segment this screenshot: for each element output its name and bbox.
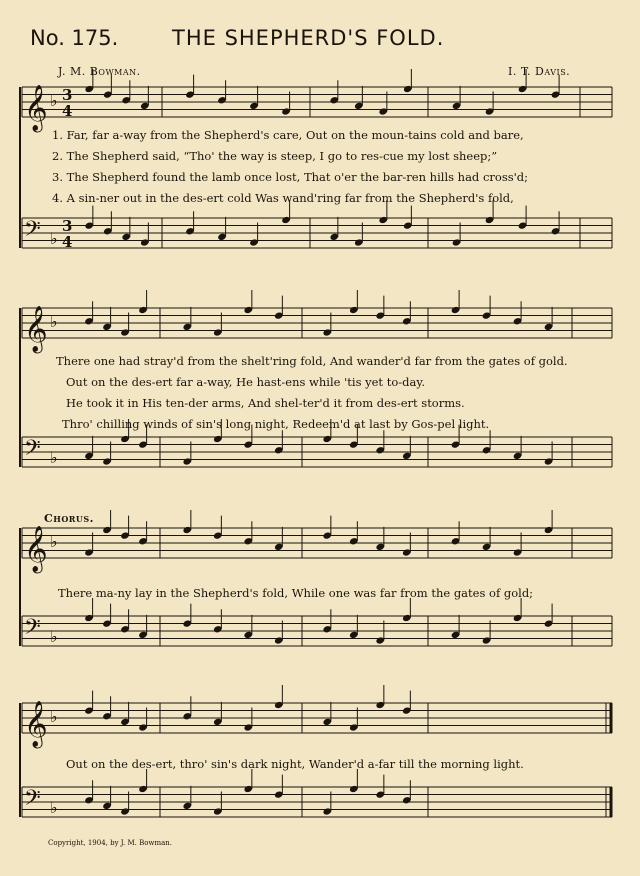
treble-clef: 𝄞 (24, 306, 48, 352)
bass-clef: 𝄢 (24, 436, 41, 466)
time-signature-numerator: 3 (62, 217, 73, 235)
time-signature-denominator: 4 (62, 102, 73, 120)
verse-4-line-2: Thro' chilling winds of sin's long night, Redeem'd at last by Gos-pel light. (62, 417, 490, 431)
verse-2-line-1: 2. The Shepherd said, “Tho' the way is steep, I go to res-cue my lost sheep;” (52, 149, 498, 163)
bass-clef: 𝄢 (24, 786, 41, 816)
verse-1-line-2: There one had stray'd from the shelt'ring fold, And wander'd far from the gates of gold. (56, 354, 568, 368)
hymn-number: No. 175. (30, 26, 119, 50)
bass-clef: 𝄢 (24, 615, 41, 645)
chorus-label: Chorus. (44, 512, 95, 525)
key-signature-flat: ♭ (50, 798, 58, 817)
key-signature-flat: ♭ (50, 448, 58, 467)
verse-4-line-1: 4. A sin-ner out in the des-ert cold Was wand'ring far from the Shepherd's fold, (52, 191, 514, 205)
chorus-line-2: Out on the des-ert, thro' sin's dark night, Wander'd a-far till the morning light. (66, 757, 524, 771)
key-signature-flat: ♭ (50, 627, 58, 646)
copyright-notice: Copyright, 1904, by J. M. Bowman. (48, 839, 172, 847)
verse-3-line-1: 3. The Shepherd found the lamb once lost, That o'er the bar-ren hills had cross'd; (52, 170, 529, 184)
key-signature-flat: ♭ (50, 707, 58, 726)
composer-credit: I. T. Davis. (508, 65, 571, 78)
verse-2-line-2: Out on the des-ert far a-way, He hast-ens while 'tis yet to-day. (66, 375, 425, 389)
key-signature-flat: ♭ (50, 229, 58, 248)
chorus-line-1: There ma-ny lay in the Shepherd's fold, While one was far from the gates of gold; (58, 586, 534, 600)
bass-clef: 𝄢 (24, 217, 41, 247)
treble-clef: 𝄞 (24, 526, 48, 572)
hymn-title: THE SHEPHERD'S FOLD. (172, 26, 445, 50)
treble-clef: 𝄞 (24, 85, 48, 131)
key-signature-flat: ♭ (50, 91, 58, 110)
verse-1-line-1: 1. Far, far a-way from the Shepherd's care, Out on the moun-tains cold and bare, (52, 128, 524, 142)
treble-clef: 𝄞 (24, 701, 48, 747)
key-signature-flat: ♭ (50, 532, 58, 551)
time-signature-numerator: 3 (62, 86, 73, 104)
verse-3-line-2: He took it in His ten-der arms, And shel-ter'd it from des-ert storms. (66, 396, 465, 410)
key-signature-flat: ♭ (50, 312, 58, 331)
lyricist-credit: J. M. Bowman. (58, 65, 141, 78)
time-signature-denominator: 4 (62, 233, 73, 251)
